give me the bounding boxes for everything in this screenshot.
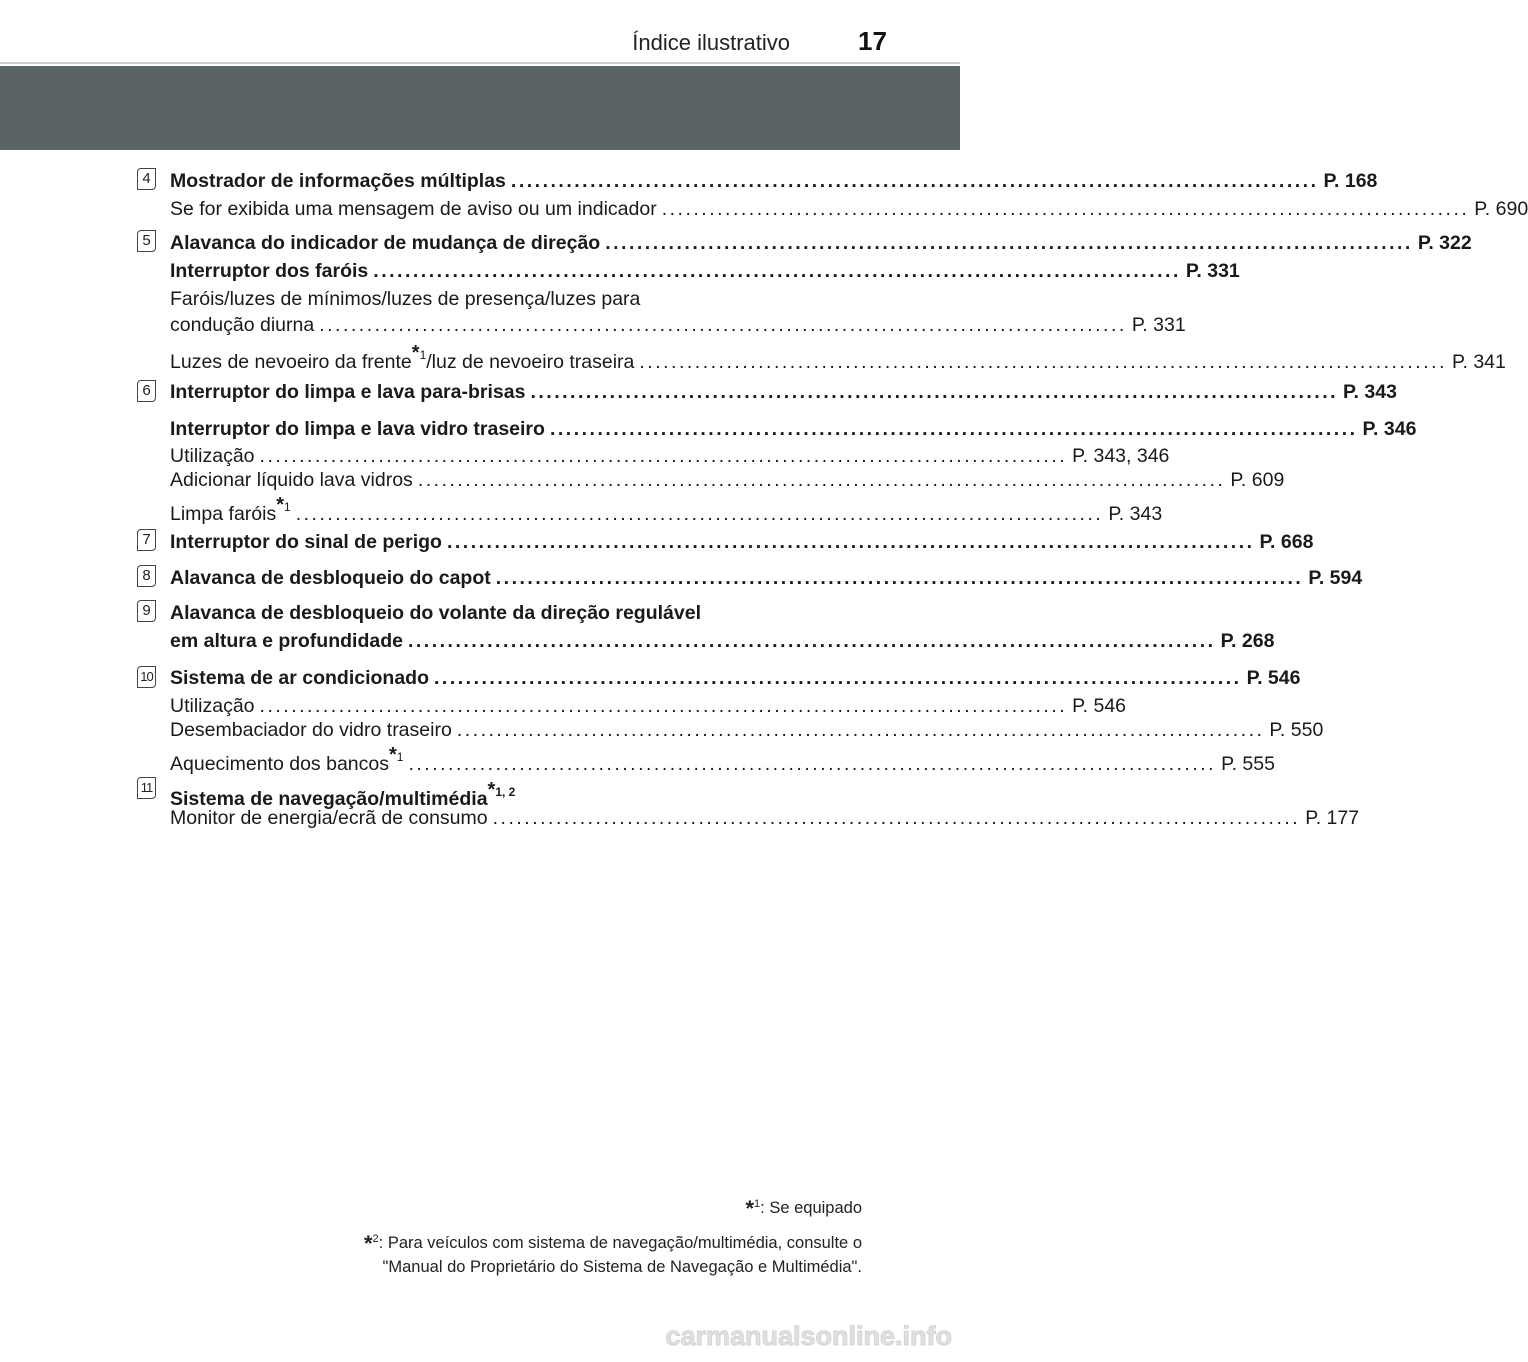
footnote-1: *$^1$: Se equipado (745, 1196, 862, 1221)
index-entry[interactable]: Interruptor do limpa e lava para-brisas ...................................................................................................... P. 343 (170, 381, 1397, 403)
index-entry[interactable]: condução diurna ...................................................................................................... P. 331 (170, 314, 1186, 336)
section-title: Índice ilustrativo (632, 30, 790, 55)
marker-11: 11 (137, 777, 156, 799)
marker-5: 5 (137, 230, 156, 252)
header-divider (0, 62, 960, 64)
marker-6: 6 (137, 380, 156, 402)
index-entry[interactable]: Sistema de ar condicionado ...................................................................................................... P. 546 (170, 667, 1301, 689)
index-entry[interactable]: Aquecimento dos bancos$^{*1}$ ...................................................................................................... P. 555 (170, 744, 1275, 775)
index-entry[interactable]: Luzes de nevoeiro da frente$^{*1}$/luz de nevoeiro traseira ...................................................................................................... P. 341 (170, 342, 1506, 373)
watermark: carmanualsonline.info (665, 1321, 952, 1351)
page-number: 17 (858, 26, 887, 56)
header-banner (0, 66, 960, 150)
index-entry-text: Alavanca de desbloqueio do volante da direção regulável (170, 602, 701, 624)
footnote-2-continuation: "Manual do Proprietário do Sistema de Navegação e Multimédia". (382, 1258, 862, 1276)
page-header (0, 0, 960, 64)
footnote-2: *$^2$: Para veículos com sistema de navegação/multimédia, consulte o (363, 1231, 862, 1256)
index-entry-text: Faróis/luzes de mínimos/luzes de presença/luzes para (170, 288, 641, 310)
index-entry[interactable]: Monitor de energia/ecrã de consumo ...................................................................................................... P. 177 (170, 807, 1360, 829)
marker-10: 10 (137, 666, 156, 688)
index-entry[interactable]: Desembaciador do vidro traseiro ...................................................................................................... P. 550 (170, 719, 1324, 741)
index-entry[interactable]: Interruptor do sinal de perigo ...................................................................................................... P. 668 (170, 531, 1314, 553)
marker-4: 4 (137, 168, 156, 190)
index-entry[interactable]: Se for exibida uma mensagem de aviso ou um indicador ...................................................................................................... P. 690 (170, 198, 1528, 220)
index-entry[interactable]: Utilização ...................................................................................................... P. 343, 346 (170, 445, 1170, 467)
index-entry[interactable]: Limpa faróis$^{*1}$ ...................................................................................................... P. 343 (170, 494, 1163, 525)
index-entry-text: Sistema de navegação/multimédia$^{*1, 2}$ (170, 779, 516, 810)
index-entry[interactable]: Utilização ...................................................................................................... P. 546 (170, 695, 1127, 717)
index-entry[interactable]: Interruptor do limpa e lava vidro traseiro ...................................................................................................... P. 346 (170, 418, 1417, 440)
index-entry[interactable]: Alavanca do indicador de mudança de direção ...................................................................................................... P. 322 (170, 232, 1472, 254)
index-entry[interactable]: Mostrador de informações múltiplas ...................................................................................................... P. 168 (170, 170, 1378, 192)
index-entry[interactable]: Alavanca de desbloqueio do capot ...................................................................................................... P. 594 (170, 567, 1363, 589)
marker-9: 9 (137, 600, 156, 622)
index-entry[interactable]: em altura e profundidade ...................................................................................................... P. 268 (170, 630, 1275, 652)
marker-7: 7 (137, 529, 156, 551)
index-entry[interactable]: Interruptor dos faróis ...................................................................................................... P. 331 (170, 260, 1240, 282)
index-entry[interactable]: Adicionar líquido lava vidros ...................................................................................................... P. 609 (170, 469, 1285, 491)
marker-8: 8 (137, 565, 156, 587)
